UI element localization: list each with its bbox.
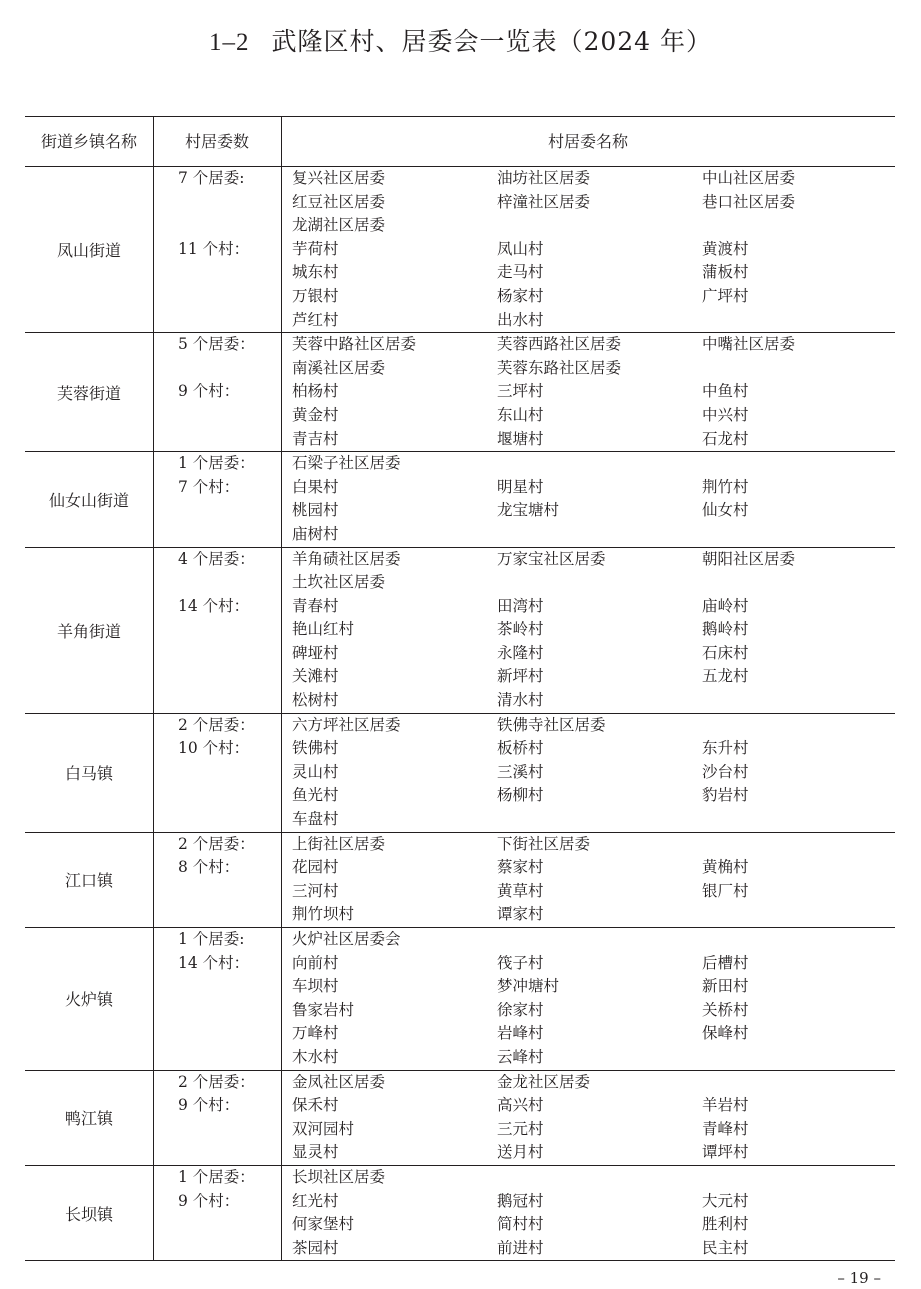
committee-name-cell: 茶园村 (292, 1238, 339, 1257)
committee-name-cell: 芙蓉中路社区居委 (292, 335, 417, 354)
committee-name-cell: 关滩村 (292, 667, 339, 686)
committee-name-cell: 三河村 (292, 881, 339, 900)
committee-name-cell: 荆竹村 (702, 477, 749, 496)
committee-name-cell: 筏子村 (497, 953, 544, 972)
committee-name-cell: 高兴村 (497, 1096, 544, 1115)
district-group (25, 548, 895, 714)
committee-name-cell: 板桥村 (497, 739, 544, 758)
committee-name-cell: 复兴社区居委 (292, 169, 386, 187)
count-cell: 2 个居委： (178, 1072, 255, 1091)
committee-name-cell: 龙湖社区居委 (292, 216, 386, 235)
count-cell: 5 个居委： (178, 335, 255, 354)
table-row (25, 285, 895, 309)
district-group (25, 928, 895, 1071)
table-row (25, 999, 895, 1023)
table-row (25, 499, 895, 523)
committee-name-cell: 芦红村 (292, 310, 339, 329)
committee-name-cell: 杨家村 (497, 286, 544, 305)
committee-name-cell: 桃园村 (292, 501, 339, 520)
committee-name-cell: 堰塘村 (497, 429, 544, 448)
committee-name-cell: 青吉村 (292, 429, 339, 448)
table-row (25, 1071, 895, 1095)
district-group (25, 333, 895, 452)
header-names: 村居委名称 (547, 132, 628, 151)
committee-name-cell: 岩峰村 (497, 1024, 544, 1043)
table-number: 1–2 (208, 29, 250, 56)
count-cell: 1 个居委: (178, 930, 245, 948)
committee-name-cell: 五龙村 (702, 667, 749, 686)
committee-name-cell: 民主村 (702, 1238, 749, 1257)
table-row (25, 1213, 895, 1237)
table-row (25, 642, 895, 666)
committee-name-cell: 大元村 (702, 1191, 749, 1210)
committee-name-cell: 车盘村 (292, 810, 339, 829)
committee-name-cell: 茶岭村 (497, 620, 544, 639)
committee-name-cell: 中兴村 (702, 405, 749, 424)
district-group (25, 1166, 895, 1260)
committee-name-cell: 谭坪村 (702, 1143, 749, 1162)
committee-name-cell: 田湾村 (497, 596, 544, 615)
committee-name-cell: 油坊社区居委 (497, 169, 591, 187)
table-row (25, 238, 895, 262)
header-district: 街道乡镇名称 (40, 132, 137, 151)
table-row (25, 1046, 895, 1070)
table-row (25, 928, 895, 952)
table-row (25, 833, 895, 857)
committee-name-cell: 蒲板村 (702, 263, 749, 282)
count-cell: 2 个居委： (178, 834, 255, 853)
table-row (25, 404, 895, 428)
table-row (25, 1118, 895, 1142)
table-row (25, 689, 895, 713)
committee-name-cell: 火炉社区居委会 (292, 930, 401, 948)
committee-name-cell: 花园村 (292, 858, 339, 877)
committee-name-cell: 出水村 (497, 310, 544, 329)
table-row (25, 428, 895, 452)
count-cell: 11 个村： (178, 239, 250, 258)
committee-name-cell: 永隆村 (497, 643, 544, 662)
committee-name-cell: 送月村 (497, 1143, 544, 1162)
committee-name-cell: 黄草村 (497, 881, 544, 900)
committee-name-cell: 向前村 (292, 953, 339, 972)
committee-name-cell: 红光村 (292, 1191, 339, 1210)
table-row (25, 571, 895, 595)
table-row (25, 952, 895, 976)
count-cell: 1 个居委： (178, 1167, 255, 1186)
committee-name-cell: 后槽村 (702, 953, 749, 972)
committee-name-cell: 简村村 (497, 1215, 544, 1234)
district-name: 鸭江镇 (64, 1109, 113, 1129)
committee-name-cell: 仙女村 (702, 501, 749, 520)
count-cell: 7 个居委: (178, 169, 245, 187)
table-row (25, 975, 895, 999)
committee-name-cell: 东山村 (497, 405, 544, 424)
committee-name-cell: 鹅岭村 (702, 620, 749, 639)
committee-name-cell: 六方坪社区居委 (292, 715, 401, 734)
table-row (25, 1166, 895, 1190)
committee-name-cell: 碑垭村 (292, 643, 339, 662)
committee-name-cell: 新田村 (702, 977, 749, 996)
table-row (25, 1141, 895, 1165)
committee-name-cell: 胜利村 (702, 1215, 749, 1234)
committee-name-cell: 万家宝社区居委 (497, 549, 606, 568)
committee-name-cell: 石梁子社区居委 (292, 454, 401, 473)
committee-name-cell: 前进村 (497, 1238, 544, 1257)
committee-name-cell: 鹅冠村 (497, 1191, 544, 1210)
committee-name-cell: 保禾村 (292, 1096, 339, 1115)
committee-name-cell: 木水村 (292, 1047, 339, 1066)
committee-name-cell: 黄桷村 (702, 858, 749, 877)
table-row (25, 1237, 895, 1261)
committee-name-cell: 谭家村 (497, 905, 544, 924)
committee-name-cell: 上街社区居委 (292, 834, 386, 853)
count-cell: 10 个村： (178, 739, 250, 758)
page-number: – 19 – (837, 1269, 881, 1287)
committee-name-cell: 芙蓉东路社区居委 (497, 358, 622, 377)
district-group (25, 1071, 895, 1166)
committee-name-cell: 石床村 (702, 643, 749, 662)
committee-name-cell: 沙台村 (702, 762, 749, 781)
committee-name-cell: 铁佛寺社区居委 (497, 715, 606, 734)
committee-name-cell: 梓潼社区居委 (497, 192, 591, 211)
committee-name-cell: 云峰村 (497, 1047, 544, 1066)
committee-name-cell: 艳山红村 (292, 620, 355, 639)
table-row (25, 714, 895, 738)
count-cell: 1 个居委： (178, 454, 255, 473)
table-row (25, 357, 895, 381)
table-body (25, 167, 895, 1260)
committee-name-cell: 白果村 (292, 477, 339, 496)
committee-name-cell: 青春村 (292, 596, 339, 615)
committee-name-cell: 双河园村 (292, 1119, 355, 1138)
committee-name-cell: 龙宝塘村 (497, 501, 560, 520)
committee-name-cell: 新坪村 (497, 667, 544, 686)
count-cell: 7 个村： (178, 477, 240, 496)
table-row (25, 548, 895, 572)
committee-name-cell: 三坪村 (497, 382, 544, 401)
committee-name-cell: 鱼光村 (292, 786, 339, 805)
committee-name-cell: 灵山村 (292, 762, 339, 781)
district-name: 凤山街道 (56, 241, 121, 261)
district-group (25, 452, 895, 547)
committee-name-cell: 松树村 (292, 691, 339, 710)
table-row (25, 476, 895, 500)
committee-name-cell: 银厂村 (702, 881, 749, 900)
committee-name-cell: 万峰村 (292, 1024, 339, 1043)
district-name: 芙蓉街道 (56, 383, 121, 403)
committee-name-cell: 南溪社区居委 (292, 358, 386, 377)
committee-name-cell: 清水村 (497, 691, 544, 710)
committee-name-cell: 铁佛村 (292, 739, 339, 758)
table-row (25, 737, 895, 761)
committee-name-cell: 中鱼村 (702, 382, 749, 401)
table-row (25, 1190, 895, 1214)
table-row (25, 903, 895, 927)
table-row (25, 309, 895, 333)
committee-name-cell: 万银村 (292, 286, 339, 305)
table-row (25, 1022, 895, 1046)
committee-name-cell: 柏杨村 (292, 382, 339, 401)
committee-name-cell: 三溪村 (497, 762, 544, 781)
committee-name-cell: 青峰村 (702, 1119, 749, 1138)
table-row (25, 761, 895, 785)
table-row (25, 784, 895, 808)
committee-name-cell: 豹岩村 (702, 786, 749, 805)
page-title (0, 22, 921, 58)
committee-name-cell: 中嘴社区居委 (702, 335, 796, 354)
committee-name-cell: 巷口社区居委 (702, 192, 796, 211)
district-name: 火炉镇 (64, 990, 113, 1010)
committee-name-cell: 徐家村 (497, 1000, 544, 1019)
table-row (25, 595, 895, 619)
committee-name-cell: 土坎社区居委 (292, 573, 386, 592)
table-row (25, 856, 895, 880)
committee-name-cell: 下街社区居委 (497, 834, 591, 853)
committee-name-cell: 梦冲塘村 (497, 977, 560, 996)
committee-name-cell: 广坪村 (702, 286, 749, 305)
table-title: 武隆区村、居委会一览表（2024 年） (271, 27, 713, 56)
count-cell: 14 个村： (178, 596, 250, 615)
table-row (25, 880, 895, 904)
count-cell: 9 个村： (178, 1096, 240, 1115)
count-cell: 2 个居委： (178, 715, 255, 734)
district-name: 羊角街道 (56, 621, 121, 641)
committee-name-cell: 车坝村 (292, 977, 339, 996)
committee-name-cell: 羊岩村 (702, 1096, 749, 1115)
committee-name-cell: 走马村 (497, 263, 544, 282)
committee-name-cell: 明星村 (497, 477, 544, 496)
district-name: 江口镇 (64, 871, 113, 891)
table-row (25, 523, 895, 547)
committee-name-cell: 庙岭村 (702, 596, 749, 615)
district-name: 仙女山街道 (48, 490, 129, 510)
count-cell: 9 个村： (178, 382, 240, 401)
committee-name-cell: 石龙村 (702, 429, 749, 448)
table-row (25, 214, 895, 238)
table-row (25, 333, 895, 357)
committee-name-cell: 庙树村 (292, 524, 339, 543)
committee-name-cell: 关桥村 (702, 1000, 749, 1019)
committee-name-cell: 金龙社区居委 (497, 1072, 591, 1091)
committee-name-cell: 显灵村 (292, 1143, 339, 1162)
district-group (25, 833, 895, 928)
committee-name-cell: 黄金村 (292, 405, 339, 424)
district-name: 长坝镇 (64, 1204, 113, 1224)
table-row (25, 665, 895, 689)
table-row (25, 167, 895, 191)
committee-name-cell: 蔡家村 (497, 858, 544, 877)
committee-name-cell: 鲁家岩村 (292, 1000, 355, 1019)
committee-name-cell: 东升村 (702, 739, 749, 758)
committee-name-cell: 红豆社区居委 (292, 192, 386, 211)
committee-name-cell: 中山社区居委 (702, 169, 796, 187)
committee-name-cell: 芙蓉西路社区居委 (497, 335, 622, 354)
district-group (25, 167, 895, 333)
table-row (25, 618, 895, 642)
committee-name-cell: 保峰村 (702, 1024, 749, 1043)
table-row (25, 380, 895, 404)
count-cell: 8 个村： (178, 858, 240, 877)
table-row (25, 452, 895, 476)
committee-name-cell: 城东村 (292, 263, 339, 282)
committee-name-cell: 朝阳社区居委 (702, 549, 796, 568)
table-header (25, 117, 895, 167)
count-cell: 4 个居委： (178, 549, 255, 568)
committee-name-cell: 三元村 (497, 1119, 544, 1138)
committee-name-cell: 黄渡村 (702, 239, 749, 258)
table-row (25, 191, 895, 215)
committee-name-cell: 长坝社区居委 (292, 1167, 386, 1186)
header-count: 村居委数 (184, 132, 249, 151)
table-row (25, 261, 895, 285)
table-row (25, 1094, 895, 1118)
committee-name-cell: 金凤社区居委 (292, 1072, 386, 1091)
committee-name-cell: 凤山村 (497, 239, 544, 258)
committee-name-cell: 何家堡村 (292, 1215, 355, 1234)
committee-name-cell: 芋荷村 (292, 239, 339, 258)
district-name: 白马镇 (64, 764, 113, 784)
committee-name-cell: 羊角碛社区居委 (292, 549, 401, 568)
committee-name-cell: 荆竹坝村 (292, 905, 355, 924)
count-cell: 14 个村： (178, 953, 250, 972)
committee-name-cell: 杨柳村 (497, 786, 544, 805)
table-row (25, 808, 895, 832)
district-group (25, 714, 895, 833)
village-committee-table (25, 116, 895, 1261)
count-cell: 9 个村： (178, 1191, 240, 1210)
